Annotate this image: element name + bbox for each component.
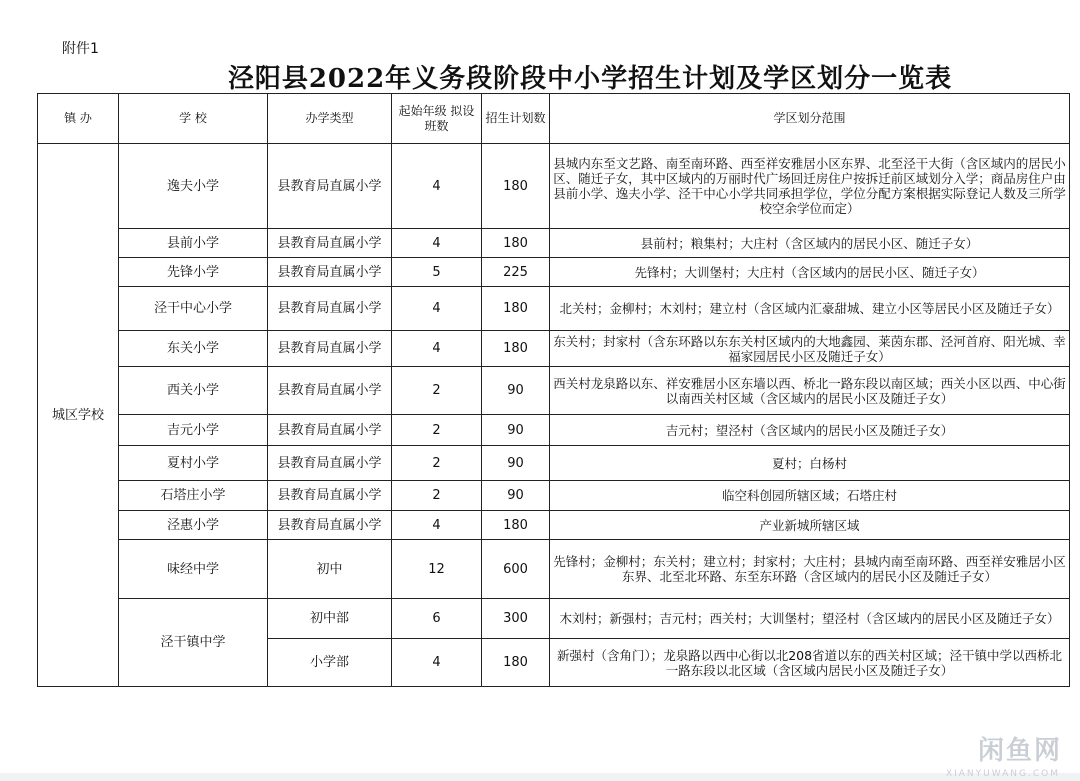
type-cell: 小学部 <box>268 639 392 687</box>
classes-cell: 2 <box>392 415 482 446</box>
enrollment-table <box>37 93 1070 687</box>
classes-cell: 4 <box>392 331 482 367</box>
type-cell: 县教育局直属小学 <box>268 415 392 446</box>
header-enroll: 招生计划数 <box>482 94 550 144</box>
header-classes: 起始年级 拟设班数 <box>392 94 482 144</box>
type-cell: 县教育局直属小学 <box>268 331 392 367</box>
school-cell: 味经中学 <box>119 540 268 599</box>
table-row <box>38 481 1070 511</box>
range-cell: 先锋村；大训堡村；大庄村（含区域内的居民小区、随迁子女） <box>550 258 1070 287</box>
range-cell: 产业新城所辖区域 <box>550 511 1070 540</box>
enroll-cell: 180 <box>482 144 550 229</box>
classes-cell: 2 <box>392 367 482 415</box>
type-cell: 县教育局直属小学 <box>268 258 392 287</box>
enroll-cell: 600 <box>482 540 550 599</box>
range-cell: 东关村；封家村（含东环路以东东关村区域内的大地鑫园、莱茵东郡、泾河首府、阳光城、幸福家园居民小区及随迁子女） <box>550 331 1070 367</box>
table-row <box>38 331 1070 367</box>
enroll-cell: 90 <box>482 367 550 415</box>
school-cell: 夏村小学 <box>119 446 268 481</box>
type-cell: 县教育局直属小学 <box>268 511 392 540</box>
table-row <box>38 446 1070 481</box>
range-cell: 夏村；白杨村 <box>550 446 1070 481</box>
bottom-strip <box>0 773 1080 781</box>
enroll-cell: 90 <box>482 481 550 511</box>
school-cell: 先锋小学 <box>119 258 268 287</box>
table-row <box>38 287 1070 331</box>
enroll-cell: 180 <box>482 639 550 687</box>
enroll-cell: 180 <box>482 287 550 331</box>
type-cell: 初中部 <box>268 599 392 639</box>
watermark-url: XIANYUWANG.COM <box>945 769 1060 779</box>
range-cell: 吉元村；望泾村（含区域内的居民小区及随迁子女） <box>550 415 1070 446</box>
school-cell: 西关小学 <box>119 367 268 415</box>
header-row <box>38 94 1070 144</box>
classes-cell: 2 <box>392 446 482 481</box>
classes-cell: 2 <box>392 481 482 511</box>
classes-cell: 4 <box>392 511 482 540</box>
enroll-cell: 300 <box>482 599 550 639</box>
classes-cell: 5 <box>392 258 482 287</box>
type-cell: 县教育局直属小学 <box>268 367 392 415</box>
school-cell: 县前小学 <box>119 229 268 258</box>
range-cell: 新强村（含角门）；龙泉路以西中心街以北208省道以东的西关村区域；泾干镇中学以西桥北一路东段以北区域（含区域内居民小区及随迁子女） <box>550 639 1070 687</box>
type-cell: 县教育局直属小学 <box>268 144 392 229</box>
table-row <box>38 599 1070 639</box>
range-cell: 先锋村；金柳村；东关村；建立村；封家村；大庄村；县城内南至南环路、西至祥安雅居小区东界、北至北环路、东至东环路（含区域内的居民小区及随迁子女） <box>550 540 1070 599</box>
enroll-cell: 180 <box>482 229 550 258</box>
table-row <box>38 415 1070 446</box>
table-row <box>38 144 1070 229</box>
enroll-cell: 90 <box>482 446 550 481</box>
classes-cell: 12 <box>392 540 482 599</box>
classes-cell: 4 <box>392 287 482 331</box>
school-cell: 石塔庄小学 <box>119 481 268 511</box>
table-row <box>38 540 1070 599</box>
range-cell: 西关村龙泉路以东、祥安雅居小区东墙以西、桥北一路东段以南区域；西关小区以西、中心街以南西关村区域（含区域内的居民小区及随迁子女） <box>550 367 1070 415</box>
table-row <box>38 229 1070 258</box>
town-cell: 城区学校 <box>38 144 119 687</box>
enroll-cell: 90 <box>482 415 550 446</box>
table-row <box>38 511 1070 540</box>
classes-cell: 6 <box>392 599 482 639</box>
type-cell: 初中 <box>268 540 392 599</box>
school-cell: 东关小学 <box>119 331 268 367</box>
page-title: 泾阳县2022年义务段阶段中小学招生计划及学区划分一览表 <box>227 64 953 94</box>
header-school: 学 校 <box>119 94 268 144</box>
classes-cell: 4 <box>392 639 482 687</box>
header-town: 镇 办 <box>38 94 119 144</box>
range-cell: 北关村；金柳村；木刘村；建立村（含区域内汇豪甜城、建立小区等居民小区及随迁子女） <box>550 287 1070 331</box>
school-cell: 吉元小学 <box>119 415 268 446</box>
enroll-cell: 225 <box>482 258 550 287</box>
school-cell: 泾干中心小学 <box>119 287 268 331</box>
school-cell: 泾惠小学 <box>119 511 268 540</box>
school-cell: 逸夫小学 <box>119 144 268 229</box>
type-cell: 县教育局直属小学 <box>268 446 392 481</box>
header-type: 办学类型 <box>268 94 392 144</box>
header-range: 学区划分范围 <box>550 94 1070 144</box>
type-cell: 县教育局直属小学 <box>268 229 392 258</box>
type-cell: 县教育局直属小学 <box>268 481 392 511</box>
type-cell: 县教育局直属小学 <box>268 287 392 331</box>
classes-cell: 4 <box>392 229 482 258</box>
enroll-cell: 180 <box>482 331 550 367</box>
attachment-label: 附件1 <box>62 41 99 57</box>
table-row <box>38 367 1070 415</box>
range-cell: 县前村；粮集村；大庄村（含区域内的居民小区、随迁子女） <box>550 229 1070 258</box>
range-cell: 县城内东至文艺路、南至南环路、西至祥安雅居小区东界、北至泾干大街（含区域内的居民小区、随迁子女，其中区域内的万丽时代广场回迁房住户按拆迁前区域划分入学；商品房住户由县前小学、逸夫小学、泾干中心小学共同承担学位，学位分配方案根据实际登记人数及三所学校空余学位而定） <box>550 144 1070 229</box>
school-cell: 泾干镇中学 <box>119 599 268 687</box>
range-cell: 临空科创园所辖区域；石塔庄村 <box>550 481 1070 511</box>
classes-cell: 4 <box>392 144 482 229</box>
table-row <box>38 258 1070 287</box>
enroll-cell: 180 <box>482 511 550 540</box>
watermark-logo: 闲鱼网 <box>977 736 1062 766</box>
range-cell: 木刘村；新强村；吉元村；西关村；大训堡村；望泾村（含区域内的居民小区及随迁子女） <box>550 599 1070 639</box>
